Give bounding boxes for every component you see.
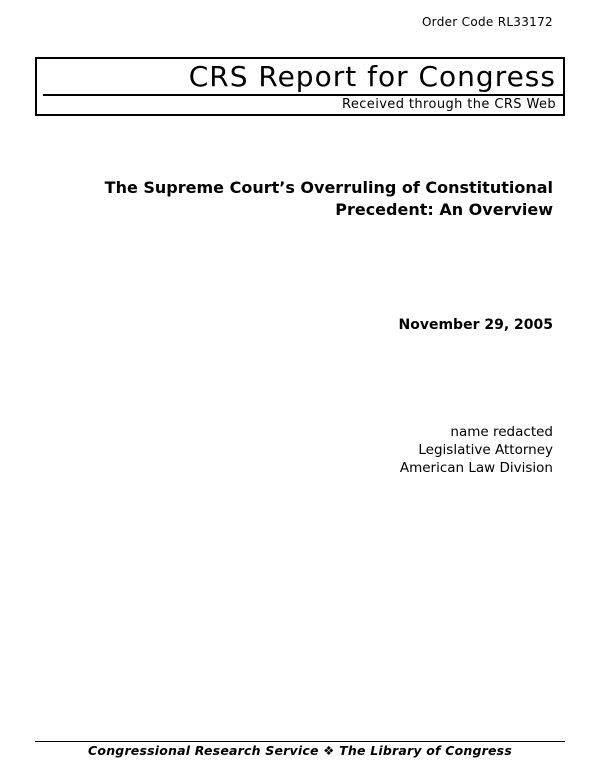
- page-footer: [35, 741, 565, 758]
- author-title: Legislative Attorney: [418, 442, 553, 458]
- crs-header-box: [35, 57, 565, 116]
- author-block: [400, 423, 553, 477]
- crs-banner-title: CRS Report for Congress: [43, 59, 563, 96]
- author-name: name redacted: [450, 424, 553, 440]
- report-title: [105, 177, 553, 221]
- report-date: November 29, 2005: [398, 317, 553, 333]
- report-title-line2: Precedent: An Overview: [335, 200, 553, 219]
- footer-text: Congressional Research Service ❖ The Library of Congress: [88, 743, 512, 758]
- crs-banner-subtitle: Received through the CRS Web: [342, 97, 556, 112]
- order-code: Order Code RL33172: [421, 15, 553, 29]
- author-division: American Law Division: [399, 460, 553, 476]
- report-title-line1: The Supreme Court’s Overruling of Constitutional: [104, 178, 553, 197]
- footer-divider: [35, 741, 565, 742]
